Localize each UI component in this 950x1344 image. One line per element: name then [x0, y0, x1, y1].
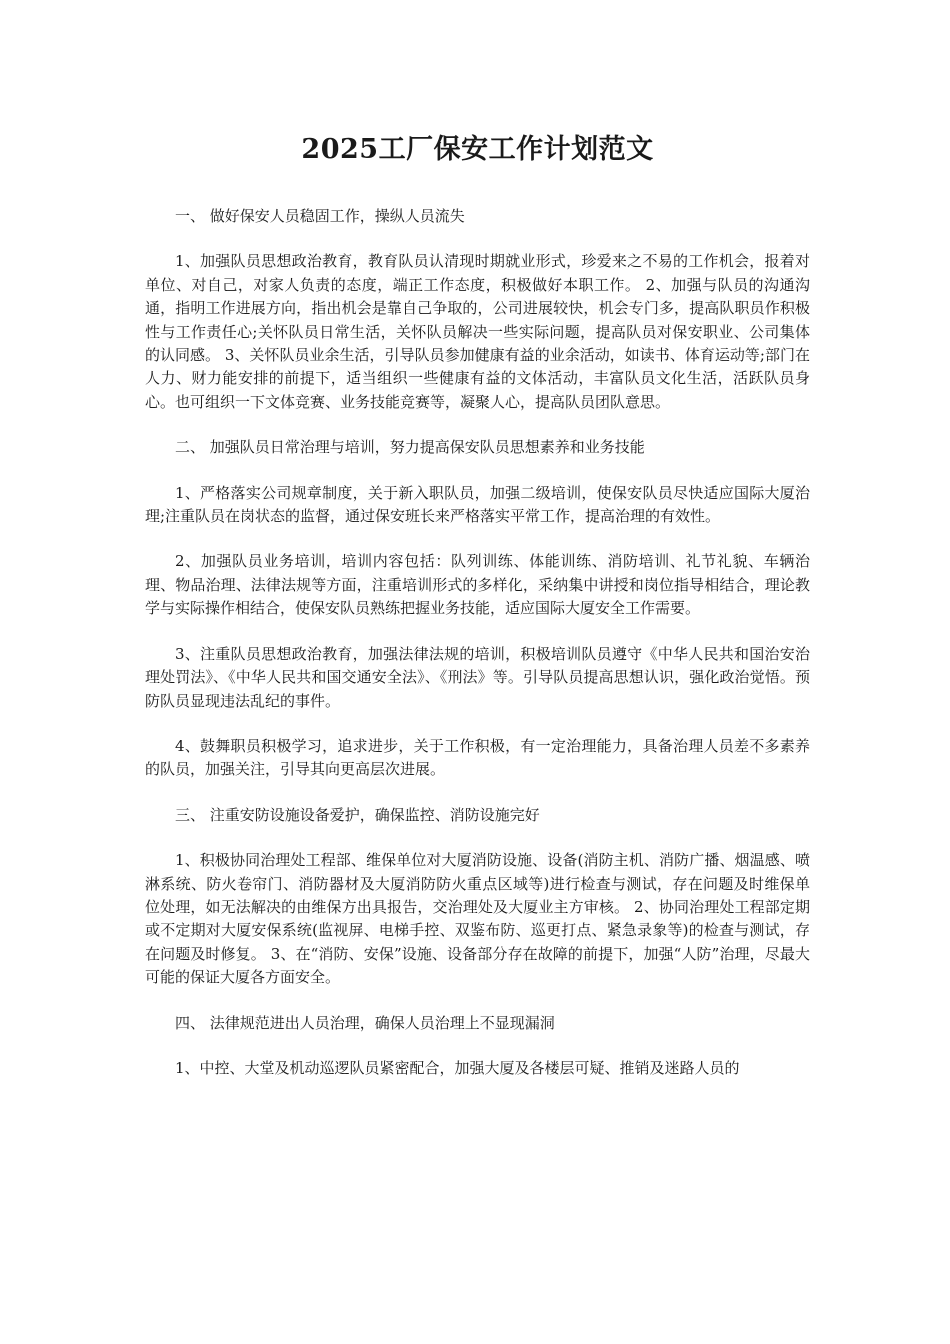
section-1-paragraph: 1、加强队员思想政治教育，教育队员认清现时期就业形式，珍爱来之不易的工作机会，报着对单位、对自己，对家人负责的态度，端正工作态度，积极做好本职工作。 2、加强与队员的沟通沟通，指明工作进展方向，指出机会是靠自己争取的，公司进展较快，机会专门多，提高队职员作积极性与工作责任心;关怀队员日常生活，关怀队员解决一些实际问题，提高队员对保安职业、公司集体的认同感。 3、关怀队员业余生活，引导队员参加健康有益的业余活动，如读书、体育运动等;部门在人力、财力能安排的前提下，适当组织一些健康有益的文体活动，丰富队员文化生活，活跃队员身心。也可组织一下文体竞赛、业务技能竞赛等，凝聚人心，提高队员团队意思。 [145, 252, 810, 411]
section-2-paragraph-4: 4、鼓舞职员积极学习，追求进步，关于工作积极，有一定治理能力，具备治理人员差不多素养的队员，加强关注，引导其向更高层次进展。 [145, 736, 810, 779]
section-3-paragraph: 1、积极协同治理处工程部、维保单位对大厦消防设施、设备(消防主机、消防广播、烟温感、喷淋系统、防火卷帘门、消防器材及大厦消防防火重点区域等)进行检查与测试，存在问题及时维保单位处理，如无法解决的由维保方出具报告，交治理处及大厦业主方审核。 2、协同治理处工程部定期或不定期对大厦安保系统(监视屏、电梯手控、双鉴布防、巡更打点、紧急录象等)的检查与测试，存在问题及时修复。 3、在“消防、安保”设施、设备部分存在故障的前提下，加强“人防”治理，尽最大可能的保证大厦各方面安全。 [145, 851, 810, 987]
section-4-paragraph: 1、中控、大堂及机动巡逻队员紧密配合，加强大厦及各楼层可疑、推销及迷路人员的 [175, 1058, 740, 1077]
document-title: 2025工厂保安工作计划范文 [301, 134, 654, 165]
section-2-paragraph-1: 1、严格落实公司规章制度，关于新入职队员，加强二级培训，使保安队员尽快适应国际大厦治理;注重队员在岗状态的监督，通过保安班长来严格落实平常工作，提高治理的有效性。 [145, 483, 810, 526]
section-2-paragraph-3: 3、注重队员思想政治教育，加强法律法规的培训，积极培训队员遵守《中华人民共和国治安治理处罚法》、《中华人民共和国交通安全法》、《刑法》等。引导队员提高思想认识，强化政治觉悟。预防队员显现违法乱纪的事件。 [145, 644, 810, 710]
document-page [145, 128, 810, 1102]
section-4-heading: 四、 法律规范进出人员治理，确保人员治理上不显现漏洞 [175, 1013, 555, 1032]
section-3-heading: 三、 注重安防设施设备爱护，确保监控、消防设施完好 [175, 805, 540, 824]
section-2-paragraph-2: 2、加强队员业务培训，培训内容包括：队列训练、体能训练、消防培训、礼节礼貌、车辆治理、物品治理、法律法规等方面，注重培训形式的多样化，采纳集中讲授和岗位指导相结合，理论教学与实际操作相结合，使保安队员熟练把握业务技能，适应国际大厦安全工作需要。 [145, 552, 810, 618]
section-2-heading: 二、 加强队员日常治理与培训，努力提高保安队员思想素养和业务技能 [175, 438, 645, 457]
section-1-heading: 一、 做好保安人员稳固工作，操纵人员流失 [175, 207, 465, 225]
